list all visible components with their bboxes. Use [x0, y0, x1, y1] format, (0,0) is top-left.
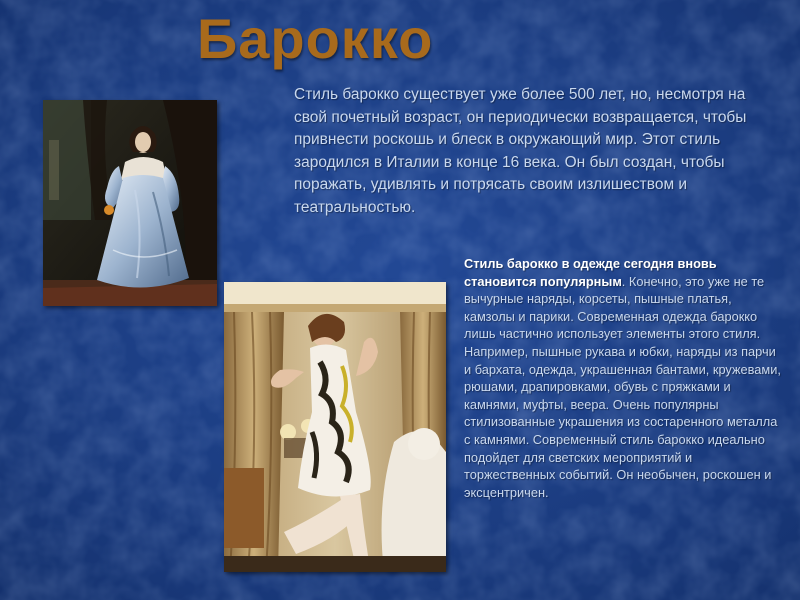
baroque-portrait-image	[43, 100, 217, 306]
slide-title: Барокко	[197, 7, 434, 70]
modern-baroque-text	[464, 255, 782, 501]
intro-text: Стиль барокко существует уже более 500 лет, но, несмотря на свой почетный возраст, он периодически возвращается, чтобы привнести роскошь и блеск в окружающий мир. Этот стиль зародился в Италии в конце 16 века. Он был создан, чтобы поражать, удивлять и потрясать своим излишеством и театральностью.	[294, 86, 747, 216]
modern-baroque-body: . Конечно, это уже не те вычурные наряды, корсеты, пышные платья, камзолы и парики. Современная одежда барокко лишь частично использует элементы этого стиля. Например, пышные рукава и юбки, наряды из парчи и бархата, одежда, украшенная бантами, кружевами, рюшами, драпировками, обувь с пряжками и камнями, муфты, веера. Очень популярны стилизованные украшения из состаренного металла с камнями. Современный стиль барокко идеально подойдет для светских мероприятий и торжественных событий. Он необычен, роскошен и эксцентричен.	[464, 273, 781, 500]
fashion-photo-image	[224, 282, 446, 572]
modern-baroque-lead: Стиль барокко в одежде сегодня вновь становится популярным	[464, 256, 717, 289]
